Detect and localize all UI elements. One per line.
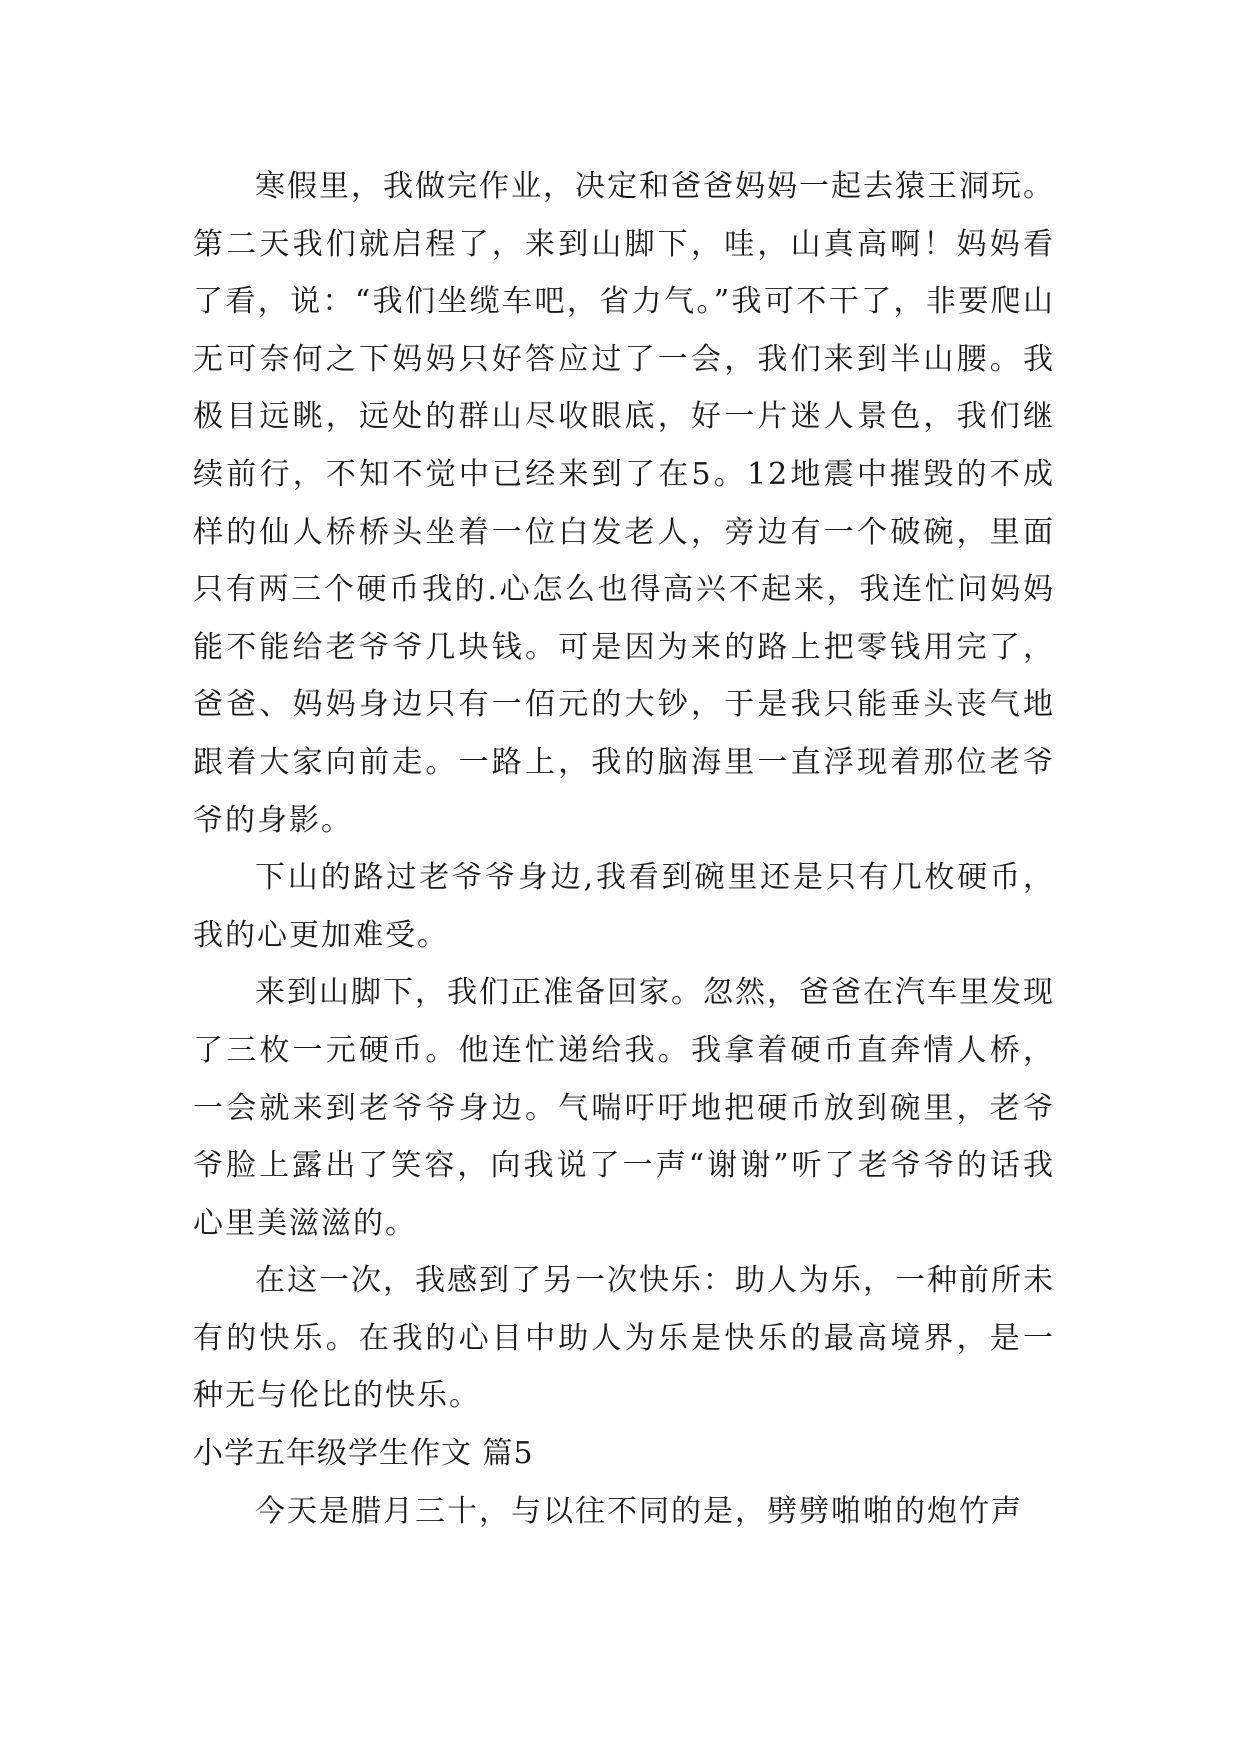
paragraph-4: 在这一次，我感到了另一次快乐：助人为乐，一种前所未有的快乐。在我的心目中助人为乐是快乐的最高境界，是一种无与伦比的快乐。 (193, 1263, 1055, 1414)
paragraph-2: 下山的路过老爷爷身边,我看到碗里还是只有几枚硬币，我的心更加难受。 (193, 860, 1055, 953)
document-body (193, 158, 1055, 1540)
paragraph-5: 今天是腊月三十，与以往不同的是，劈劈啪啪的炮竹声 (255, 1493, 1023, 1529)
paragraph-1: 寒假里，我做完作业，决定和爸爸妈妈一起去猿王洞玩。第二天我们就启程了，来到山脚下，哇，山真高啊！妈妈看了看，说：“我们坐缆车吧，省力气。”我可不干了，非要爬山无可奈何之下妈妈只好答应过了一会，我们来到半山腰。我极目远眺，远处的群山尽收眼底，好一片迷人景色，我们继续前行，不知不觉中已经来到了在5。12地震中摧毁的不成样的仙人桥桥头坐着一位白发老人，旁边有一个破碗，里面只有两三个硬币我的.心怎么也得高兴不起来，我连忙问妈妈能不能给老爷爷几块钱。可是因为来的路上把零钱用完了，爸爸、妈妈身边只有一佰元的大钞，于是我只能垂头丧气地跟着大家向前走。一路上，我的脑海里一直浮现着那位老爷爷的身影。 (193, 169, 1055, 838)
paragraph-3: 来到山脚下，我们正准备回家。忽然，爸爸在汽车里发现了三枚一元硬币。他连忙递给我。我拿着硬币直奔情人桥，一会就来到老爷爷身边。气喘吁吁地把硬币放到碗里，老爷爷脸上露出了笑容，向我说了一声“谢谢”听了老爷爷的话我心里美滋滋的。 (193, 975, 1055, 1241)
section-heading: 小学五年级学生作文 篇5 (193, 1436, 534, 1472)
